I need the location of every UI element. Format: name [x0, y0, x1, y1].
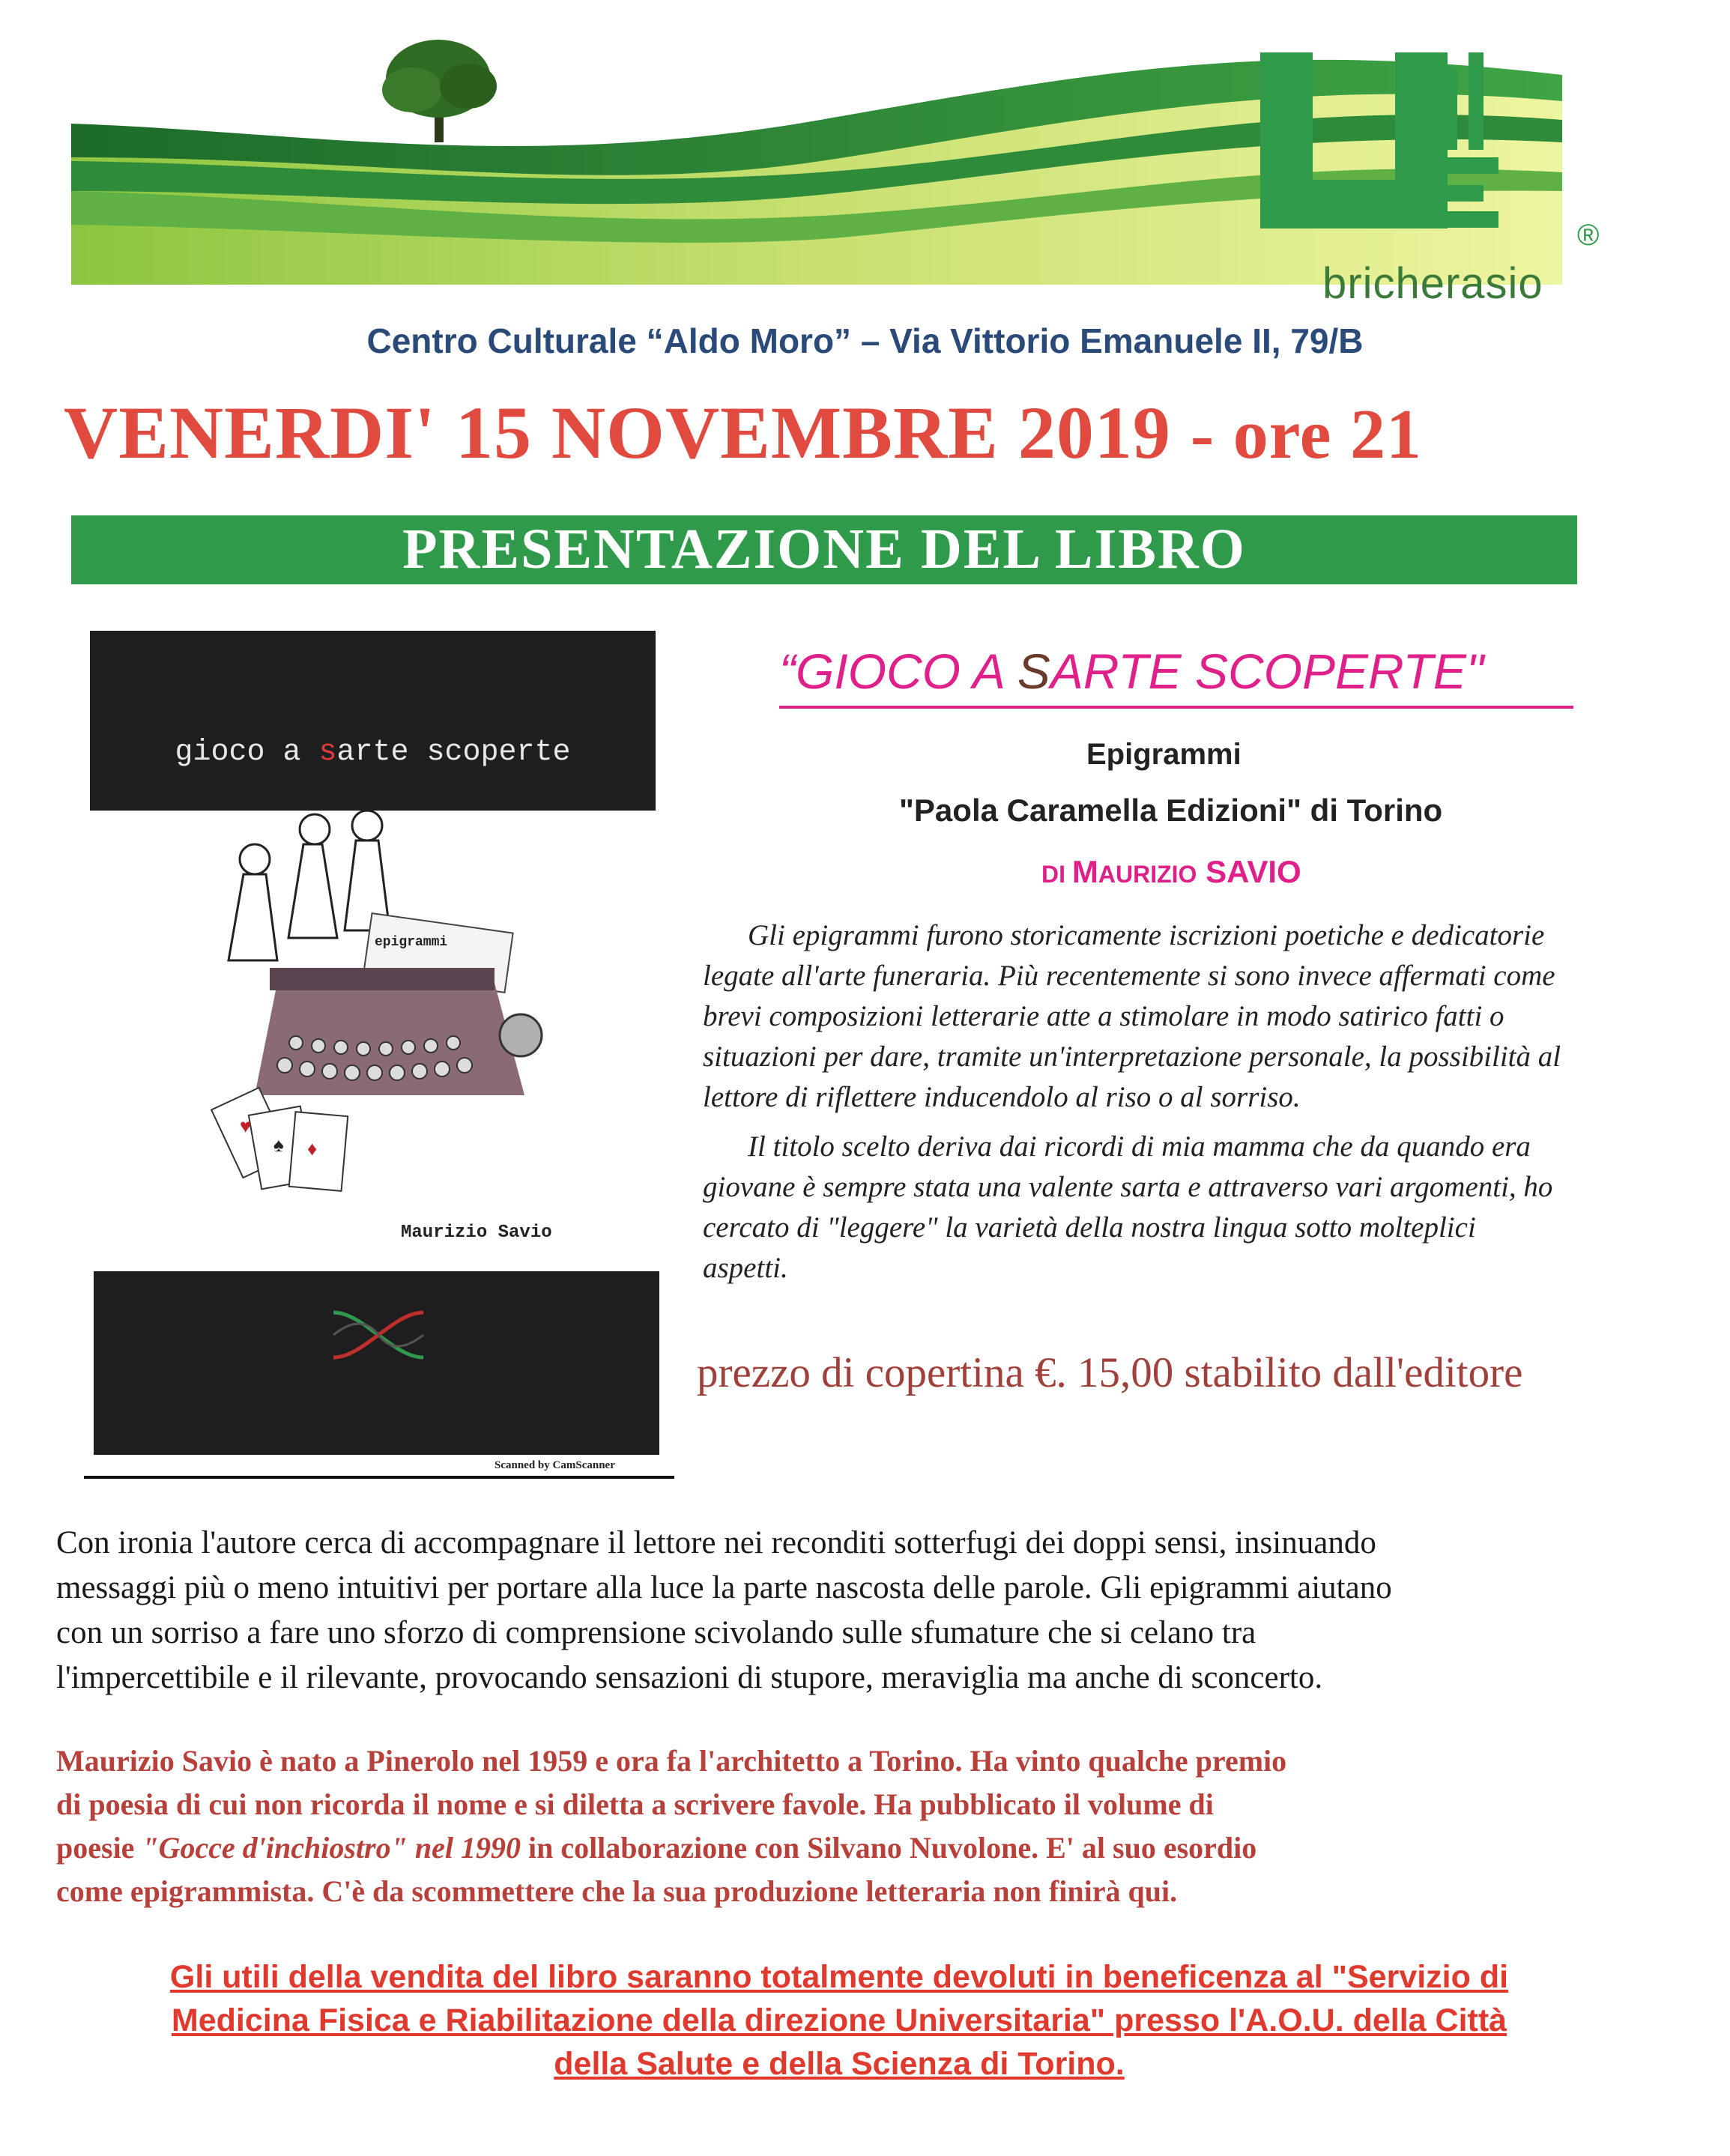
scanned-note: Scanned by CamScanner — [494, 1459, 615, 1471]
charity-note — [56, 1955, 1622, 2086]
bio-line3-pre: poesie — [56, 1831, 142, 1865]
cover-underline — [84, 1476, 674, 1479]
ute-logo-icon — [1251, 45, 1551, 255]
event-time: - ore 21 — [1190, 396, 1422, 473]
header-banner — [71, 30, 1600, 308]
cover-author: Maurizio Savio — [401, 1223, 552, 1243]
author-di: DI — [1041, 861, 1072, 888]
description-paragraph: Il titolo scelto deriva dai ricordi di mia mamma che da quando era giovane è sempre stata una valente sarta e attraverso vari argomenti, ho cercato di "leggere" la varietà della nostra lingua sotto molteplici aspetti. — [703, 1130, 1553, 1284]
description-paragraph: Gli epigrammi furono storicamente iscrizioni poetiche e dedicatorie legate all'arte funeraria. Più recentemente si sono invece affermati come brevi composizioni letterarie atte a stimolare in modo satirico fatti o situazioni per dare, tramite un'interpretazione personale, la possibilità al lettore di riflettere inducendolo al riso o al sorriso. — [703, 919, 1561, 1113]
main-paragraph — [56, 1521, 1622, 1701]
svg-text:epigrammi: epigrammi — [375, 935, 448, 950]
bio-line: Maurizio Savio è nato a Pinerolo nel 1959 e ora fa l'architetto a Torino. Ha vinto qualche premio — [56, 1744, 1287, 1778]
author-first-rest: AURIZIO — [1098, 861, 1197, 888]
book-genre: Epigrammi — [1086, 738, 1241, 771]
charity-line: Medicina Fisica e Riabilitazione della direzione Universitaria" presso l'A.O.U. della Città — [171, 2002, 1507, 2038]
bio-book-title: "Gocce d'inchiostro" nel 1990 — [142, 1831, 521, 1865]
charity-line: Gli utili della vendita del libro saranno totalmente devoluti in beneficenza al "Servizio di — [169, 1959, 1509, 1995]
typewriter-illustration — [90, 811, 659, 1160]
book-description — [703, 915, 1564, 1289]
author-bio — [56, 1739, 1622, 1913]
cover-title-s: s — [318, 736, 337, 769]
main-paragraph-line: l'impercettibile e il rilevante, provocando sensazioni di stupore, meraviglia ma anche di sconcerto. — [56, 1660, 1323, 1695]
registered-mark: ® — [1577, 219, 1600, 252]
bio-line — [56, 1826, 1622, 1870]
author-initial: M — [1071, 854, 1098, 889]
book-title-post: ARTE SCOPERTE" — [1050, 644, 1484, 699]
book-title-s: S — [1017, 644, 1050, 699]
cover-title-post: arte scoperte — [336, 736, 571, 769]
main-paragraph-line: messaggi più o meno intuitivi per portare alla luce la parte nascosta delle parole. Gli epigrammi aiutano — [56, 1570, 1392, 1605]
cover-title-pre: gioco a — [175, 736, 319, 769]
charity-line: della Salute e della Scienza di Torino. — [554, 2046, 1125, 2082]
svg-text:♥: ♥ — [240, 1115, 252, 1137]
event-date-text: VENERDI' 15 NOVEMBRE 2019 — [64, 391, 1171, 474]
book-title — [779, 643, 1483, 700]
book-author — [1041, 854, 1301, 890]
publisher-logo-icon — [330, 1305, 427, 1365]
main-paragraph-line: Con ironia l'autore cerca di accompagnare il lettore nei reconditi sotterfugi dei doppi sensi, insinuando — [56, 1525, 1376, 1560]
cover-top-band — [90, 631, 656, 811]
bio-line3-post: in collaborazione con Silvano Nuvolone. E' al suo esordio — [520, 1831, 1257, 1865]
main-paragraph-line: con un sorriso a fare uno sforzo di comprensione scivolando sulle sfumature che si celano tra — [56, 1615, 1256, 1650]
event-date — [64, 390, 1422, 476]
logo-text: bricherasio — [1322, 259, 1543, 308]
venue-address: Centro Culturale “Aldo Moro” – Via Vittorio Emanuele II, 79/B — [366, 321, 1364, 360]
bio-line: come epigrammista. C'è da scommettere che la sua produzione letteraria non finirà qui. — [56, 1874, 1178, 1908]
section-title: PRESENTAZIONE DEL LIBRO — [402, 518, 1246, 581]
book-title-pre: “GIOCO A — [779, 644, 1017, 699]
book-publisher: "Paola Caramella Edizioni" di Torino — [899, 793, 1443, 828]
cover-title — [90, 736, 656, 769]
book-cover — [90, 631, 659, 1455]
book-price: prezzo di copertina €. 15,00 stabilito dall'editore — [697, 1349, 1523, 1396]
svg-text:♦: ♦ — [307, 1138, 318, 1160]
section-title-bar — [71, 515, 1577, 584]
bio-line: di poesia di cui non ricorda il nome e si diletta a scrivere favole. Ha pubblicato il volume di — [56, 1787, 1214, 1821]
svg-text:♠: ♠ — [273, 1134, 284, 1156]
book-title-underline — [779, 706, 1573, 709]
author-surname: SAVIO — [1197, 854, 1301, 889]
cover-bottom-band — [94, 1271, 659, 1455]
